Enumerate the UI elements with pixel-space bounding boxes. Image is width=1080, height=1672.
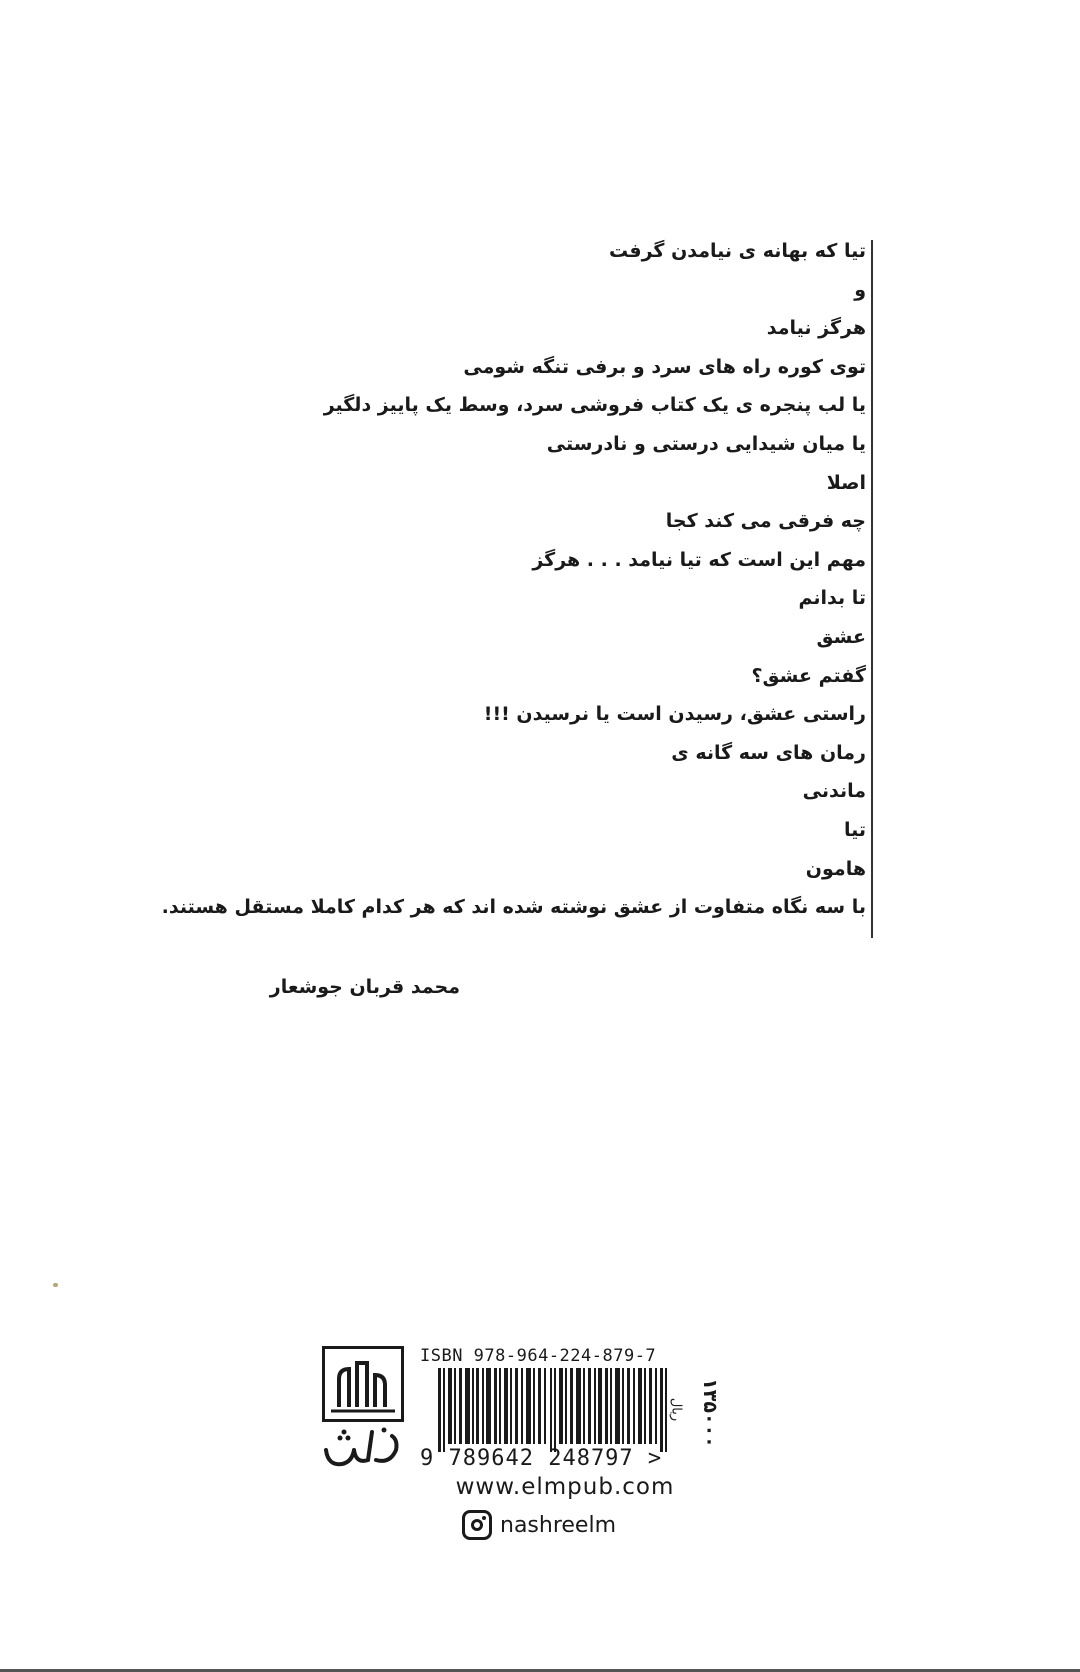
price-value: ۱۳۵۰۰۰: [699, 1378, 721, 1448]
poem-line: یا لب پنجره ی یک کتاب فروشی سرد، وسط یک پاییز دلگیر: [323, 394, 866, 417]
publisher-website: www.elmpub.com: [455, 1474, 675, 1500]
author-name: محمد قربان جوشعار: [269, 976, 460, 998]
poem-line: و: [854, 278, 866, 301]
isbn-label: ISBN 978-964-224-879-7: [420, 1346, 657, 1366]
poem-line: مهم این است که تیا نیامد . . . هرگز: [532, 548, 866, 571]
poem-line: گفتم عشق؟: [751, 664, 866, 687]
price-label: [668, 1362, 730, 1474]
instagram-handle: [462, 1508, 616, 1542]
barcode-icon: [438, 1368, 670, 1452]
poem-line: ماندنی: [802, 780, 866, 803]
instagram-icon: [462, 1510, 492, 1540]
vertical-rule: [871, 240, 873, 938]
poem-line: توی کوره راه های سرد و برفی تنگه شومی: [463, 355, 866, 378]
poem-line: چه فرقی می کند کجا: [665, 510, 866, 533]
instagram-handle-text: nashreelm: [500, 1512, 617, 1538]
paper-speck: [53, 1283, 58, 1287]
poem-line: یا میان شیدایی درستی و نادرستی: [546, 432, 866, 455]
publisher-logo-icon: [322, 1346, 404, 1422]
poem-line: تا بدانم: [798, 587, 866, 610]
poem-line: هرگز نیامد: [766, 317, 866, 340]
poem-line: هامون: [805, 857, 866, 880]
poem-line: تیا که بهانه ی نیامدن گرفت: [609, 240, 866, 262]
poem-text-block: [161, 232, 866, 927]
ean-digits: 9 789642 248797 >: [420, 1446, 663, 1471]
poem-line: تیا: [843, 818, 866, 841]
publisher-logo-script-icon: [318, 1420, 408, 1476]
poem-line: عشق: [816, 625, 866, 648]
poem-line: با سه نگاه متفاوت از عشق نوشته شده اند که هر کدام کاملا مستقل هستند.: [161, 896, 866, 919]
price-unit: ریال: [668, 1397, 684, 1422]
poem-line: رمان های سه گانه ی: [671, 741, 866, 764]
poem-line: راستی عشق، رسیدن است یا نرسیدن !!!: [483, 703, 866, 726]
poem-line: اصلا: [826, 471, 866, 494]
